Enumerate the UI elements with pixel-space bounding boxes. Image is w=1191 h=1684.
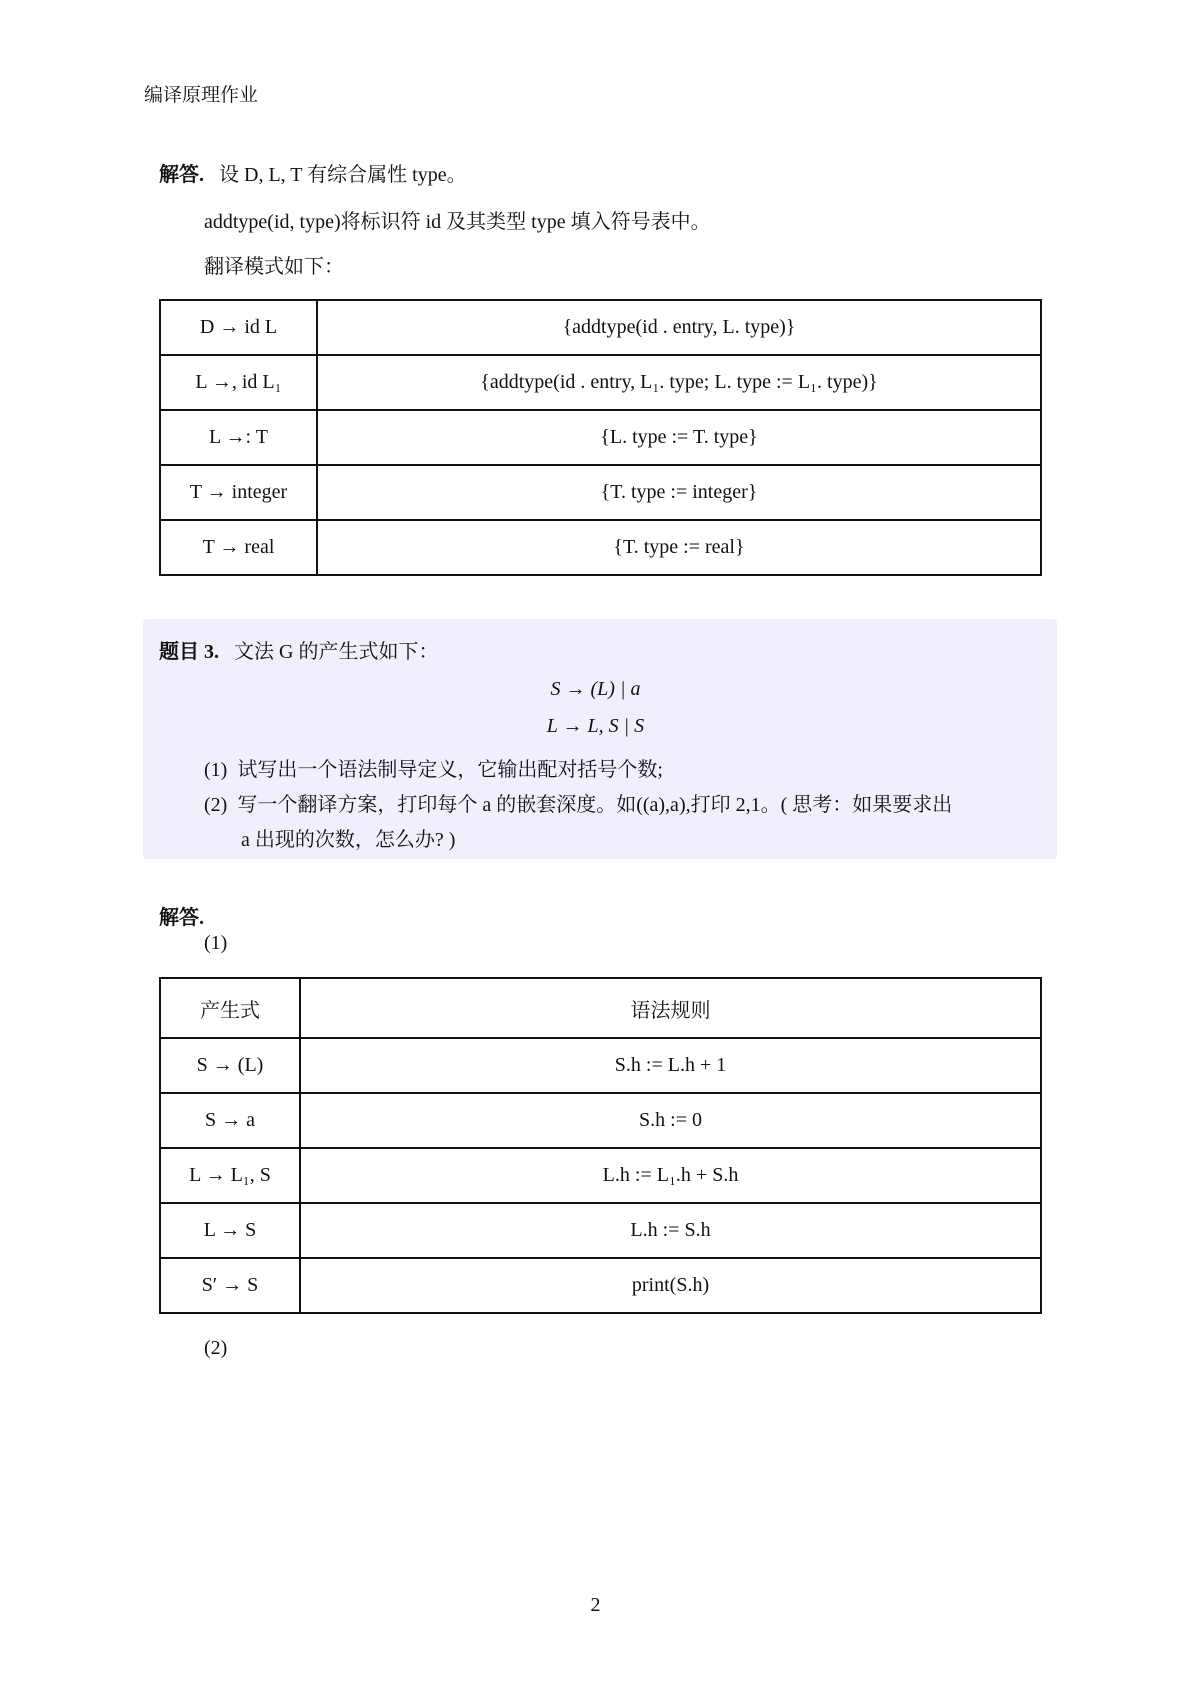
table-row bbox=[160, 1148, 1041, 1203]
problem-statement bbox=[159, 635, 438, 664]
rule-cell: {T. type := real} bbox=[317, 520, 1041, 575]
page-header: 编译原理作业 bbox=[144, 84, 259, 106]
table-row bbox=[160, 1203, 1041, 1258]
production-cell: L →: T bbox=[160, 410, 317, 465]
scheme-text: 翻译模式如下： bbox=[204, 256, 344, 278]
problem-item bbox=[204, 788, 952, 817]
production-cell: L →, id L₁ bbox=[160, 355, 317, 410]
item-number: (2) bbox=[204, 794, 228, 816]
table-row bbox=[160, 1258, 1041, 1313]
production-cell: T → integer bbox=[160, 465, 317, 520]
header-cell: 产生式 bbox=[160, 978, 300, 1038]
table-row bbox=[160, 1038, 1041, 1093]
problem-label: 题目 3. bbox=[159, 641, 219, 663]
production-cell: S′ → S bbox=[160, 1258, 300, 1313]
production-cell: S → a bbox=[160, 1093, 300, 1148]
item-text-cont: a 出现的次数，怎么办? ) bbox=[241, 829, 456, 851]
sdd-table bbox=[159, 977, 1042, 1314]
part-label: (1) bbox=[204, 932, 228, 954]
production-cell: T → real bbox=[160, 520, 317, 575]
table-row bbox=[160, 1093, 1041, 1148]
part-label: (2) bbox=[204, 1337, 228, 1359]
item-text: 试写出一个语法制导定义，它输出配对括号个数; bbox=[237, 759, 663, 781]
production-cell: D → id L bbox=[160, 300, 317, 355]
production-cell: L → S bbox=[160, 1203, 300, 1258]
problem-item bbox=[204, 753, 663, 782]
translation-table bbox=[159, 299, 1042, 576]
answer-label: 解答. bbox=[159, 164, 204, 186]
rule-cell: S.h := 0 bbox=[300, 1093, 1041, 1148]
rule-cell: {addtype(id . entry, L₁. type; L. type := L₁. type)} bbox=[317, 355, 1041, 410]
page-number: 2 bbox=[590, 1594, 601, 1616]
answer-intro bbox=[159, 158, 467, 187]
production-cell: L → L₁, S bbox=[160, 1148, 300, 1203]
rule-cell: {addtype(id . entry, L. type)} bbox=[317, 300, 1041, 355]
rule-cell: S.h := L.h + 1 bbox=[300, 1038, 1041, 1093]
table-row bbox=[160, 300, 1041, 355]
addtype-text: addtype(id, type)将标识符 id 及其类型 type 填入符号表中。 bbox=[204, 211, 711, 233]
table-row bbox=[160, 355, 1041, 410]
rule-cell: {T. type := integer} bbox=[317, 465, 1041, 520]
table-row bbox=[160, 520, 1041, 575]
grammar-line: L → L, S | S bbox=[546, 715, 645, 737]
rule-cell: L.h := S.h bbox=[300, 1203, 1041, 1258]
answer-label: 解答. bbox=[159, 907, 204, 929]
table-row bbox=[160, 465, 1041, 520]
table-row bbox=[160, 410, 1041, 465]
grammar-line: S → (L) | a bbox=[550, 678, 641, 700]
rule-cell: print(S.h) bbox=[300, 1258, 1041, 1313]
item-number: (1) bbox=[204, 759, 228, 781]
rule-cell: {L. type := T. type} bbox=[317, 410, 1041, 465]
problem-text: 文法 G 的产生式如下： bbox=[234, 641, 439, 663]
production-cell: S → (L) bbox=[160, 1038, 300, 1093]
header-cell: 语法规则 bbox=[300, 978, 1041, 1038]
intro-text: 设 D, L, T 有综合属性 type。 bbox=[219, 164, 467, 186]
item-text: 写一个翻译方案，打印每个 a 的嵌套深度。如((a),a),打印 2,1。( 思考：如果要求出 bbox=[237, 794, 953, 816]
rule-cell: L.h := L₁.h + S.h bbox=[300, 1148, 1041, 1203]
